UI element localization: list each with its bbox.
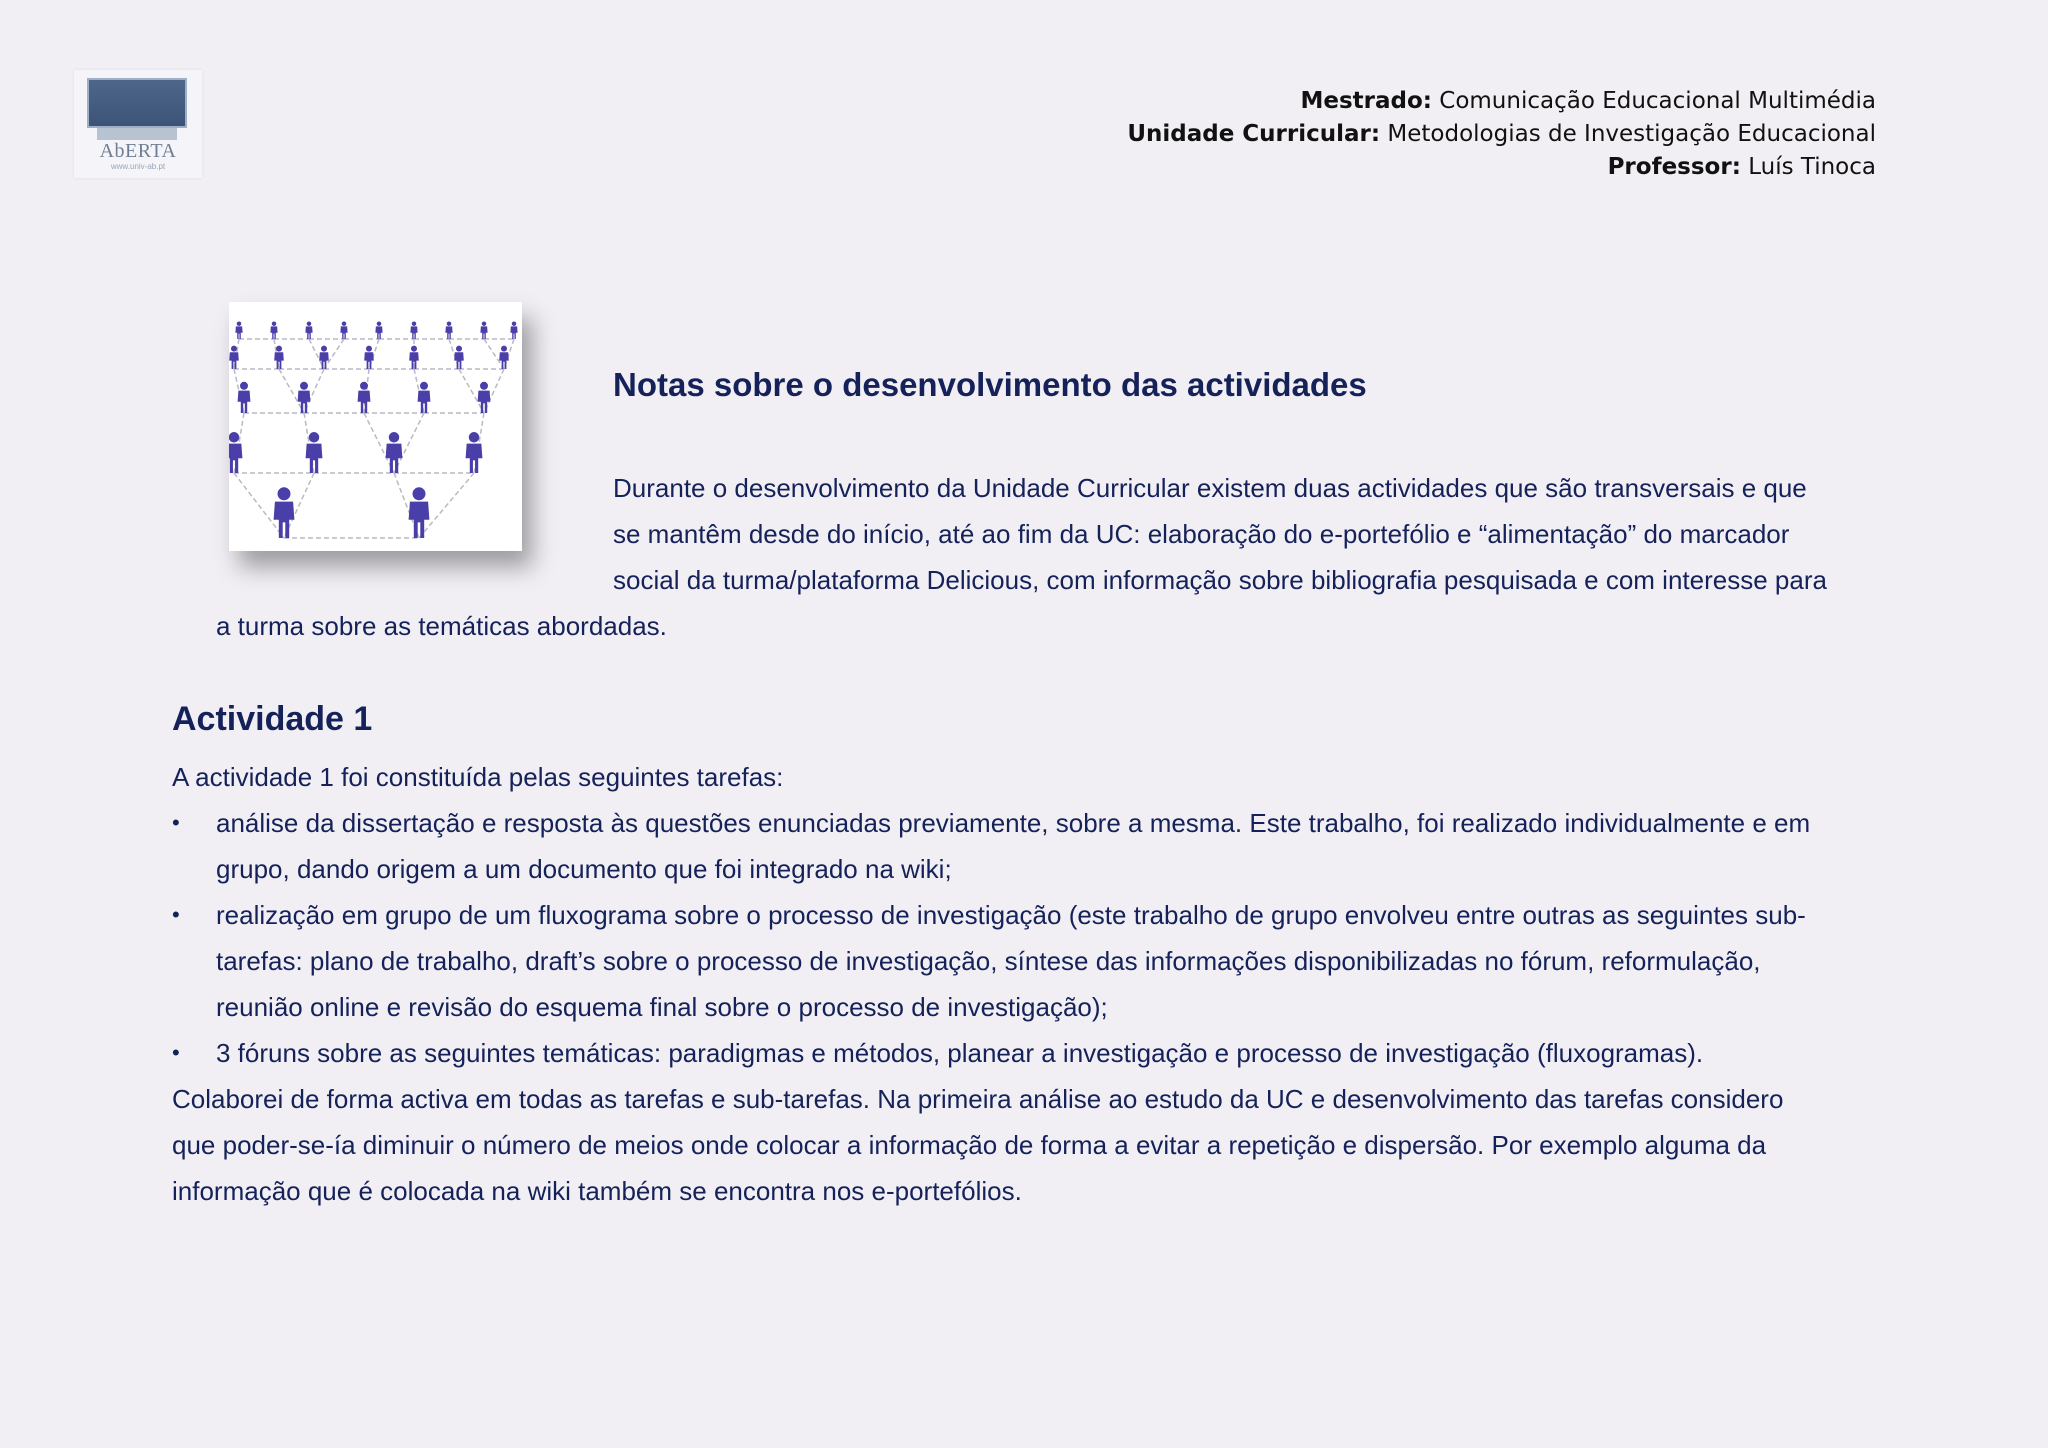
intro-paragraph <box>216 465 1876 649</box>
person-figure-icon <box>445 321 452 339</box>
professor-value: Luís Tinoca <box>1740 154 1876 180</box>
person-figure-icon <box>480 321 487 339</box>
activity-lead: A actividade 1 foi constituída pelas seguintes tarefas: <box>172 762 784 792</box>
mestrado-value: Comunicação Educacional Multimédia <box>1431 88 1876 114</box>
person-figure-icon <box>238 382 251 413</box>
person-figure-icon <box>454 346 464 369</box>
person-figure-icon <box>418 382 431 413</box>
person-figure-icon <box>358 382 371 413</box>
section-title: Notas sobre o desenvolvimento das actividades <box>613 366 1367 403</box>
person-figure-icon <box>235 321 242 339</box>
bullet-line <box>172 938 1892 984</box>
professor-label: Professor: <box>1607 154 1741 180</box>
unidade-line <box>1127 118 1876 151</box>
network-link <box>394 413 424 473</box>
bullet-icon: • <box>172 810 180 835</box>
person-figure-icon <box>298 382 311 413</box>
person-figure-icon <box>270 321 277 339</box>
closing-line: informação que é colocada na wiki também se encontra nos e-portefólios. <box>172 1176 1022 1206</box>
bullet-item <box>172 892 1892 1030</box>
logo-monitor-icon <box>87 78 187 128</box>
activity-title: Actividade 1 <box>172 700 373 738</box>
person-figure-icon <box>305 321 312 339</box>
unidade-label: Unidade Curricular: <box>1127 121 1381 147</box>
course-info <box>1127 85 1876 184</box>
mestrado-label: Mestrado: <box>1300 88 1432 114</box>
intro-line: social da turma/plataforma Delicious, com informação sobre bibliografia pesquisada e com interesse para <box>613 565 1827 595</box>
bullet-text: grupo, dando origem a um documento que foi integrado na wiki; <box>216 854 952 884</box>
logo-text: AbERTA <box>99 140 177 162</box>
person-figure-icon <box>375 321 382 339</box>
network-link <box>364 413 394 473</box>
person-figure-icon <box>340 321 347 339</box>
bullet-text: análise da dissertação e resposta às questões enunciadas previamente, sobre a mesma. Este trabalho, foi realizado individualmente e em <box>216 808 1811 838</box>
person-figure-icon <box>364 346 374 369</box>
person-figure-icon <box>510 321 517 339</box>
bullet-text: 3 fóruns sobre as seguintes temáticas: paradigmas e métodos, planear a investigação e processo de investigação (fluxogramas). <box>216 1038 1704 1068</box>
intro-line: Durante o desenvolvimento da Unidade Curricular existem duas actividades que são transversais e que <box>613 473 1807 503</box>
intro-line: se mantêm desde do início, até ao fim da UC: elaboração do e-portefólio e “alimentação” do marcador <box>613 519 1790 549</box>
bullet-text: realização em grupo de um fluxograma sobre o processo de investigação (este trabalho de grupo envolveu entre outras as seguintes sub- <box>216 900 1806 930</box>
bullet-item <box>172 1030 1892 1076</box>
bullet-line <box>172 984 1892 1030</box>
unidade-value: Metodologias de Investigação Educacional <box>1380 121 1876 147</box>
bullet-text: tarefas: plano de trabalho, draft’s sobre o processo de investigação, síntese das informações disponibilizadas no fórum, reformulação, <box>216 946 1761 976</box>
bullet-icon: • <box>172 902 180 927</box>
bullet-icon: • <box>172 1040 180 1065</box>
bullet-line <box>172 846 1892 892</box>
person-figure-icon <box>319 346 329 369</box>
mestrado-line <box>1127 85 1876 118</box>
logo-stand <box>97 128 177 140</box>
university-logo <box>74 70 202 178</box>
closing-line: que poder-se-ía diminuir o número de meios onde colocar a informação de forma a evitar a repetição e dispersão. Por exemplo alguma da <box>172 1130 1767 1160</box>
bullet-line <box>172 892 1892 938</box>
professor-line <box>1127 151 1876 184</box>
person-figure-icon <box>478 382 491 413</box>
logo-subtext: www.univ-ab.pt <box>110 162 166 171</box>
activity-body <box>172 754 1892 1214</box>
bullet-line <box>172 800 1892 846</box>
intro-line: a turma sobre as temáticas abordadas. <box>216 611 667 641</box>
bullet-text: reunião online e revisão do esquema final sobre o processo de investigação); <box>216 992 1108 1022</box>
bullet-item <box>172 800 1892 892</box>
closing-line: Colaborei de forma activa em todas as tarefas e sub-tarefas. Na primeira análise ao estudo da UC e desenvolvimento das tarefas considero <box>172 1084 1784 1114</box>
person-figure-icon <box>499 346 509 369</box>
person-figure-icon <box>410 321 417 339</box>
bullet-line <box>172 1030 1892 1076</box>
